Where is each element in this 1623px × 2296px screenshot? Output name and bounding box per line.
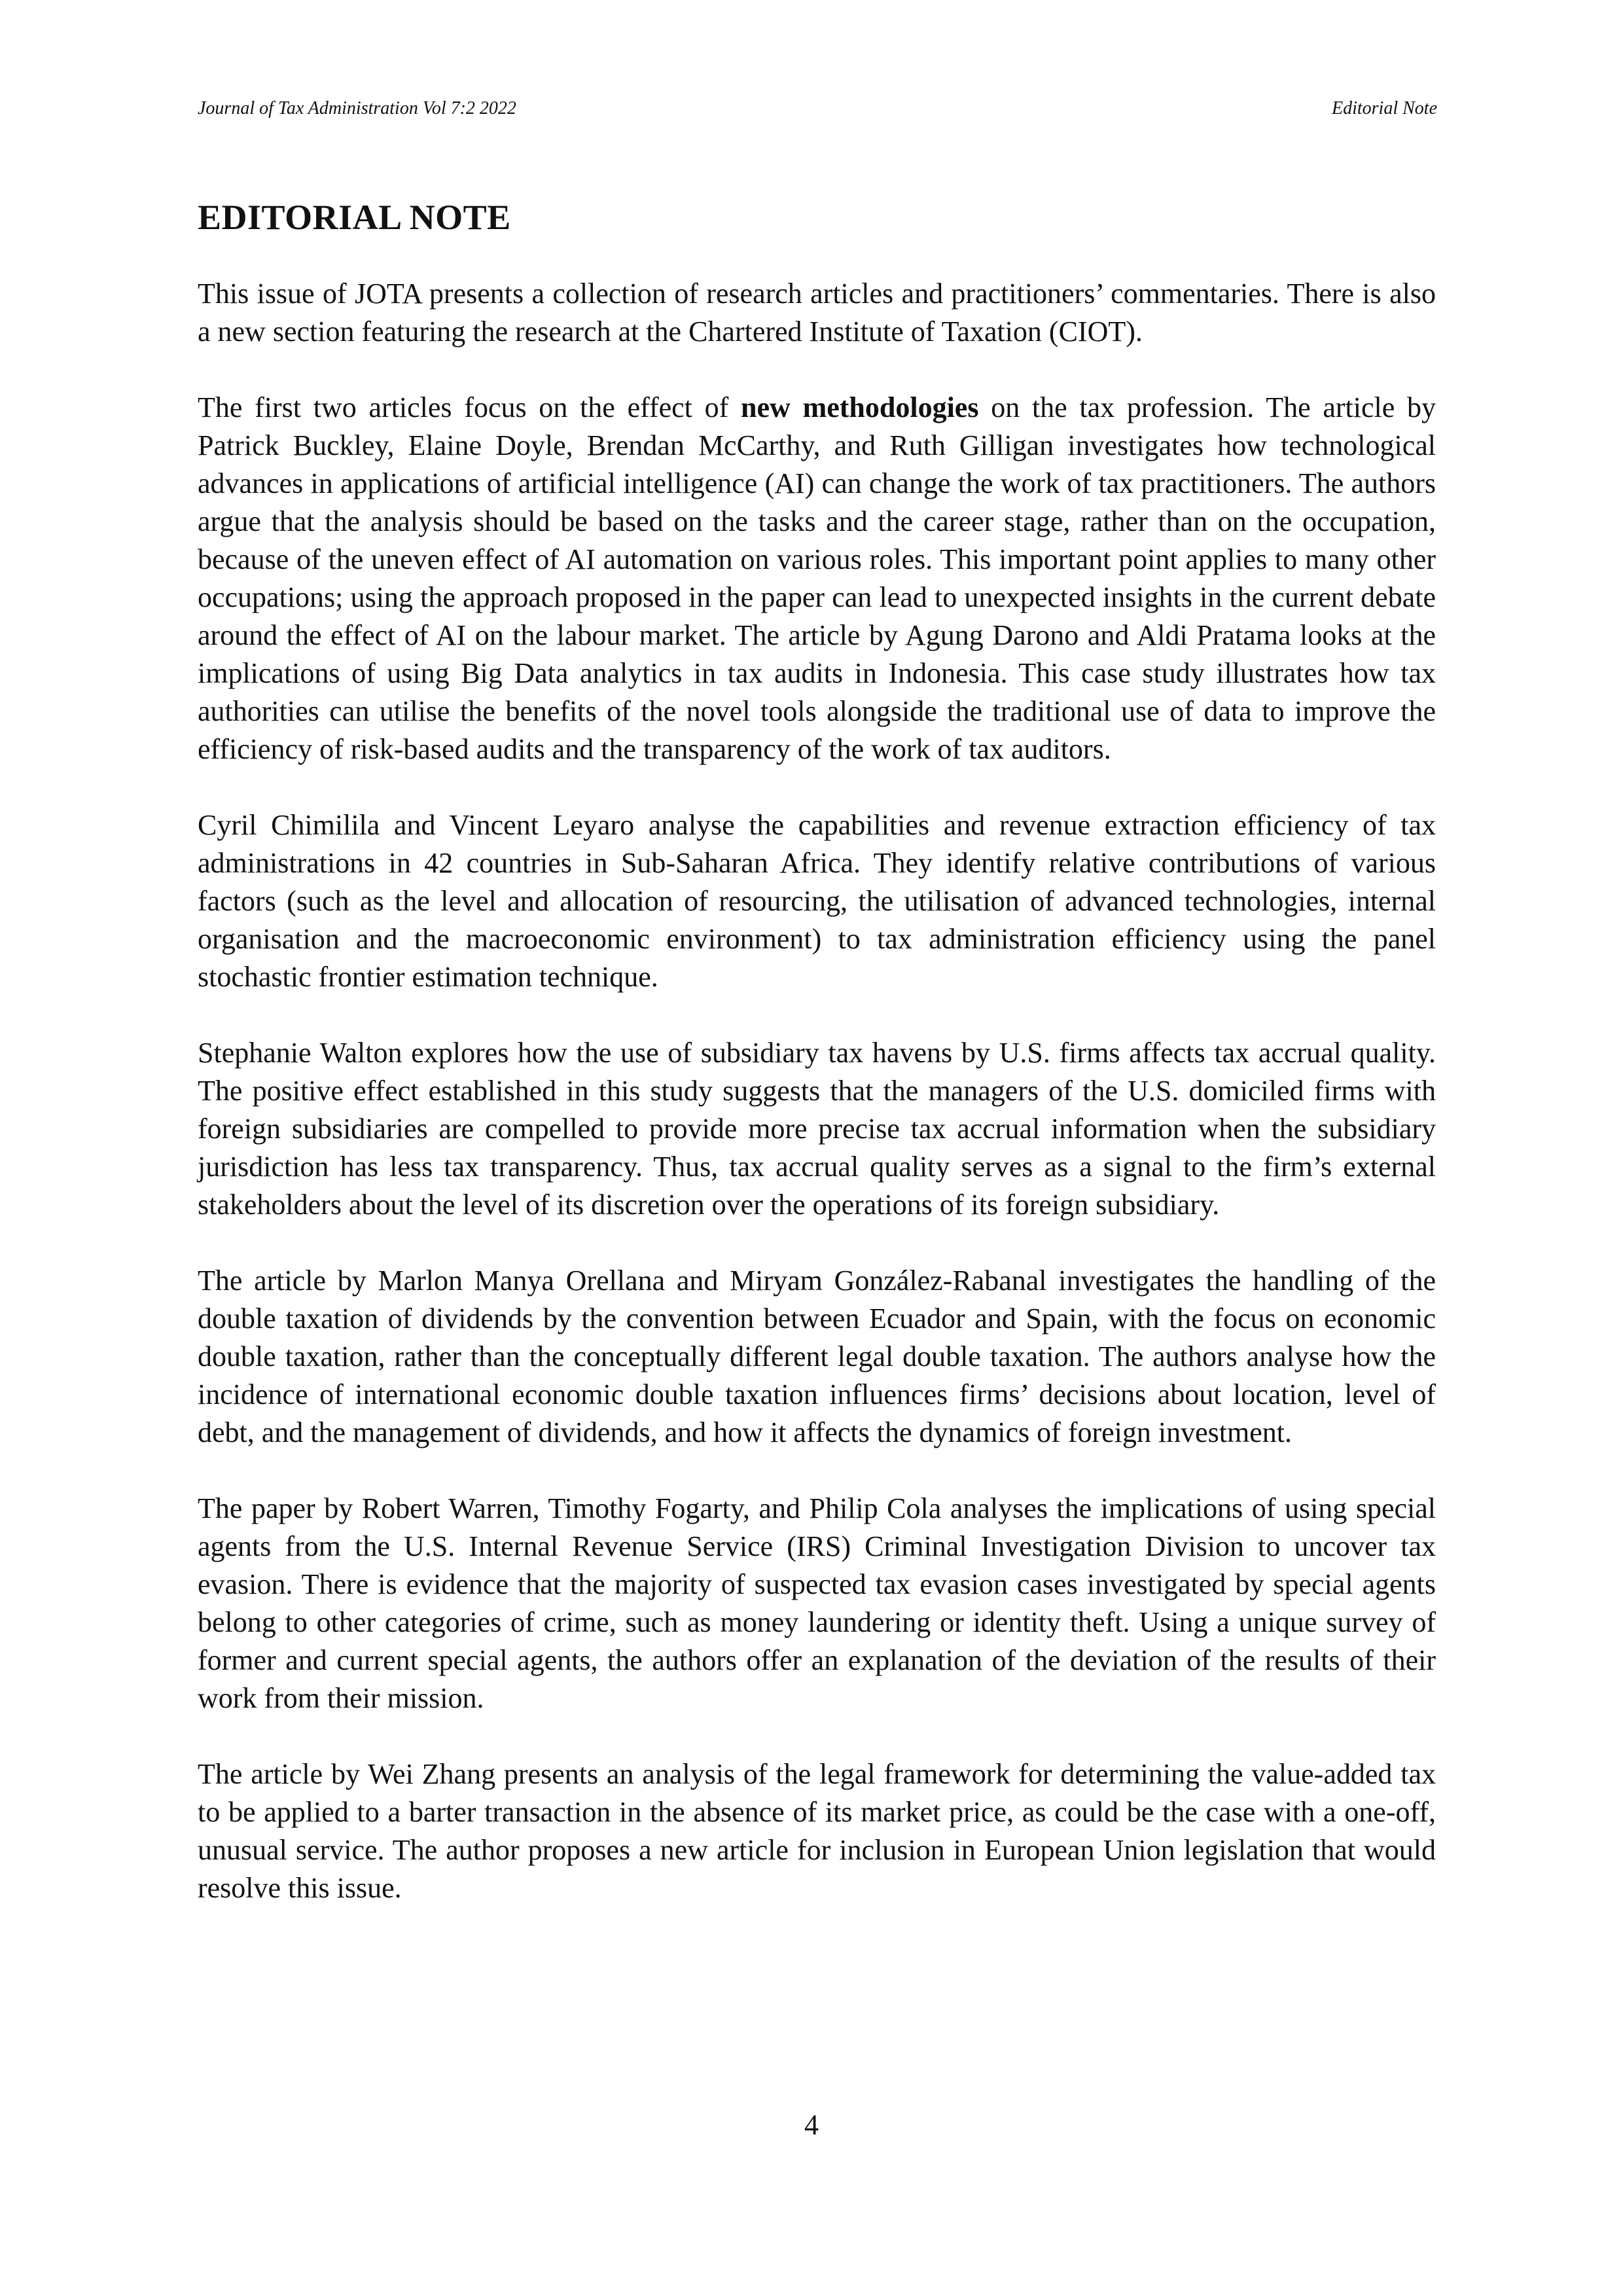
body-text <box>198 275 1436 1945</box>
running-header <box>198 97 1437 120</box>
paragraph-text-end: on the tax profession. The article by Patrick Buckley, Elaine Doyle, Brendan McCarthy, and Ruth Gilligan investigates how technological advances in applications of artificial intelligence (AI) can change the work of tax practitioners. The authors argue that the analysis should be based on the tasks and the career stage, rather than on the occupation, because of the uneven effect of AI automation on various roles. This important point applies to many other occupations; using the approach proposed in the paper can lead to unexpected insights in the current debate around the effect of AI on the labour market. The article by Agung Darono and Aldi Pratama looks at the implications of using Big Data analytics in tax audits in Indonesia. This case study illustrates how tax authorities can utilise the benefits of the novel tools alongside the traditional use of data to improve the efficiency of risk-based audits and the transparency of the work of tax auditors. <box>198 391 1436 765</box>
emphasis-new-methodologies: new methodologies <box>741 391 979 423</box>
page-title: EDITORIAL NOTE <box>198 198 511 237</box>
paragraph-text-start: The first two articles focus on the effect of <box>198 391 741 423</box>
section-label: Editorial Note <box>1332 98 1437 118</box>
paragraph-zhang: The article by Wei Zhang presents an analysis of the legal framework for determining the value-added tax to be applied to a barter transaction in the absence of its market price, as could be the case with a one-off, unusual service. The author proposes a new article for inclusion in European Union legislation that would resolve this issue. <box>198 1758 1436 1904</box>
paragraph-chimilila-leyaro: Cyril Chimilila and Vincent Leyaro analyse the capabilities and revenue extraction efficiency of tax administrations in 42 countries in Sub-Saharan Africa. They identify relative contributions of various factors (such as the level and allocation of resourcing, the utilisation of advanced technologies, internal organisation and the macroeconomic environment) to tax administration efficiency using the panel stochastic frontier estimation technique. <box>198 809 1436 993</box>
paragraph-walton: Stephanie Walton explores how the use of subsidiary tax havens by U.S. firms affects tax accrual quality. The positive effect established in this study suggests that the managers of the U.S. domiciled firms with foreign subsidiaries are compelled to provide more precise tax accrual information when the subsidiary jurisdiction has less tax transparency. Thus, tax accrual quality serves as a signal to the firm’s external stakeholders about the level of its discretion over the operations of its foreign subsidiary. <box>198 1037 1436 1221</box>
page-number: 4 <box>804 2109 819 2141</box>
paragraph-new-methodologies <box>198 389 1436 768</box>
paragraph-intro: This issue of JOTA presents a collection of research articles and practitioners’ commentaries. There is also a new section featuring the research at the Chartered Institute of Taxation (CIOT). <box>198 278 1436 348</box>
journal-citation: Journal of Tax Administration Vol 7:2 2022 <box>198 98 516 118</box>
paragraph-warren-fogarty-cola: The paper by Robert Warren, Timothy Fogarty, and Philip Cola analyses the implications of using special agents from the U.S. Internal Revenue Service (IRS) Criminal Investigation Division to uncover tax evasion. There is evidence that the majority of suspected tax evasion cases investigated by special agents belong to other categories of crime, such as money laundering or identity theft. Using a unique survey of former and current special agents, the authors offer an explanation of the deviation of the results of their work from their mission. <box>198 1492 1436 1714</box>
paragraph-orellana-gonzalez: The article by Marlon Manya Orellana and Miryam González-Rabanal investigates the handling of the double taxation of dividends by the convention between Ecuador and Spain, with the focus on economic double taxation, rather than the conceptually different legal double taxation. The authors analyse how the incidence of international economic double taxation influences firms’ decisions about location, level of debt, and the management of dividends, and how it affects the dynamics of foreign investment. <box>198 1265 1436 1448</box>
